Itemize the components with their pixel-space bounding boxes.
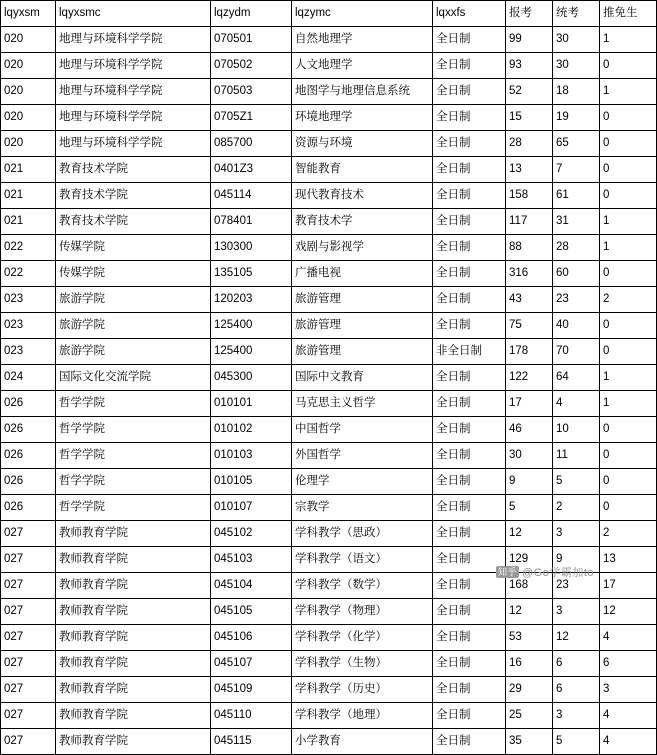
cell-tongkao: 30 bbox=[553, 27, 600, 53]
cell-lqyxsmc: 地理与环境科学学院 bbox=[56, 27, 211, 53]
cell-lqyxsmc: 哲学学院 bbox=[56, 417, 211, 443]
cell-lqzymc: 学科教学（地理） bbox=[292, 703, 433, 729]
cell-lqyxsmc: 传媒学院 bbox=[56, 235, 211, 261]
table-row bbox=[1, 417, 657, 443]
cell-lqzymc: 学科教学（物理） bbox=[292, 599, 433, 625]
cell-baokao: 99 bbox=[506, 27, 553, 53]
cell-lqyxsm: 021 bbox=[1, 209, 56, 235]
cell-tongkao: 11 bbox=[553, 443, 600, 469]
cell-lqxxfs: 全日制 bbox=[433, 183, 506, 209]
cell-lqzymc: 学科教学（数学） bbox=[292, 573, 433, 599]
cell-lqxxfs: 全日制 bbox=[433, 313, 506, 339]
cell-lqxxfs: 全日制 bbox=[433, 599, 506, 625]
cell-lqzydm: 070501 bbox=[211, 27, 292, 53]
cell-lqzymc: 现代教育技术 bbox=[292, 183, 433, 209]
cell-lqxxfs: 全日制 bbox=[433, 157, 506, 183]
cell-lqzymc: 资源与环境 bbox=[292, 131, 433, 157]
cell-lqyxsmc: 哲学学院 bbox=[56, 391, 211, 417]
cell-lqyxsmc: 旅游学院 bbox=[56, 287, 211, 313]
cell-tuimian: 4 bbox=[600, 729, 657, 755]
cell-lqxxfs: 全日制 bbox=[433, 547, 506, 573]
table-row bbox=[1, 313, 657, 339]
cell-tongkao: 30 bbox=[553, 53, 600, 79]
cell-lqxxfs: 非全日制 bbox=[433, 339, 506, 365]
cell-lqzydm: 045300 bbox=[211, 365, 292, 391]
cell-baokao: 5 bbox=[506, 495, 553, 521]
cell-tongkao: 7 bbox=[553, 157, 600, 183]
cell-lqzymc: 旅游管理 bbox=[292, 287, 433, 313]
cell-lqxxfs: 全日制 bbox=[433, 79, 506, 105]
cell-tongkao: 3 bbox=[553, 703, 600, 729]
table-header-row bbox=[1, 1, 657, 27]
cell-lqzydm: 045114 bbox=[211, 183, 292, 209]
cell-tongkao: 23 bbox=[553, 573, 600, 599]
cell-lqzymc: 中国哲学 bbox=[292, 417, 433, 443]
cell-baokao: 15 bbox=[506, 105, 553, 131]
table-row bbox=[1, 209, 657, 235]
cell-lqyxsmc: 教师教育学院 bbox=[56, 729, 211, 755]
table-row bbox=[1, 677, 657, 703]
cell-lqxxfs: 全日制 bbox=[433, 53, 506, 79]
cell-lqzydm: 045104 bbox=[211, 573, 292, 599]
cell-tongkao: 70 bbox=[553, 339, 600, 365]
zhihu-logo-icon: 知乎 bbox=[497, 567, 517, 577]
column-header-lqxxfs: lqxxfs bbox=[433, 1, 506, 27]
table-row bbox=[1, 469, 657, 495]
cell-lqzydm: 045107 bbox=[211, 651, 292, 677]
cell-lqzymc: 人文地理学 bbox=[292, 53, 433, 79]
cell-tuimian: 12 bbox=[600, 599, 657, 625]
cell-lqxxfs: 全日制 bbox=[433, 391, 506, 417]
cell-tuimian: 0 bbox=[600, 105, 657, 131]
cell-lqzydm: 078401 bbox=[211, 209, 292, 235]
cell-baokao: 43 bbox=[506, 287, 553, 313]
cell-tongkao: 64 bbox=[553, 365, 600, 391]
cell-lqxxfs: 全日制 bbox=[433, 287, 506, 313]
cell-lqzydm: 130300 bbox=[211, 235, 292, 261]
table-row bbox=[1, 443, 657, 469]
table-row bbox=[1, 79, 657, 105]
cell-tongkao: 10 bbox=[553, 417, 600, 443]
cell-baokao: 35 bbox=[506, 729, 553, 755]
cell-lqyxsm: 027 bbox=[1, 703, 56, 729]
cell-lqyxsm: 021 bbox=[1, 157, 56, 183]
cell-lqzydm: 045105 bbox=[211, 599, 292, 625]
cell-lqzymc: 学科教学（思政） bbox=[292, 521, 433, 547]
cell-tongkao: 3 bbox=[553, 521, 600, 547]
cell-lqyxsmc: 地理与环境科学学院 bbox=[56, 79, 211, 105]
cell-baokao: 12 bbox=[506, 599, 553, 625]
cell-lqzydm: 045106 bbox=[211, 625, 292, 651]
cell-tuimian: 0 bbox=[600, 157, 657, 183]
cell-lqzymc: 教育技术学 bbox=[292, 209, 433, 235]
cell-lqzydm: 120203 bbox=[211, 287, 292, 313]
cell-lqzydm: 045115 bbox=[211, 729, 292, 755]
cell-lqxxfs: 全日制 bbox=[433, 521, 506, 547]
cell-lqzydm: 070503 bbox=[211, 79, 292, 105]
cell-lqyxsm: 027 bbox=[1, 625, 56, 651]
cell-lqxxfs: 全日制 bbox=[433, 261, 506, 287]
cell-tongkao: 5 bbox=[553, 729, 600, 755]
cell-tuimian: 1 bbox=[600, 235, 657, 261]
cell-lqyxsmc: 传媒学院 bbox=[56, 261, 211, 287]
cell-lqxxfs: 全日制 bbox=[433, 677, 506, 703]
cell-lqyxsm: 027 bbox=[1, 651, 56, 677]
cell-lqyxsm: 021 bbox=[1, 183, 56, 209]
cell-tuimian: 0 bbox=[600, 443, 657, 469]
cell-lqyxsmc: 哲学学院 bbox=[56, 469, 211, 495]
column-header-tuimian: 推免生 bbox=[600, 1, 657, 27]
table-row bbox=[1, 157, 657, 183]
cell-lqyxsmc: 教育技术学院 bbox=[56, 157, 211, 183]
table-header bbox=[1, 1, 657, 27]
watermark-text: @Go学霸加to bbox=[521, 567, 594, 579]
cell-tuimian: 0 bbox=[600, 53, 657, 79]
cell-tuimian: 1 bbox=[600, 27, 657, 53]
cell-lqxxfs: 全日制 bbox=[433, 443, 506, 469]
cell-lqyxsm: 026 bbox=[1, 443, 56, 469]
cell-lqzydm: 045103 bbox=[211, 547, 292, 573]
cell-lqxxfs: 全日制 bbox=[433, 105, 506, 131]
cell-lqyxsmc: 旅游学院 bbox=[56, 339, 211, 365]
cell-tuimian: 2 bbox=[600, 521, 657, 547]
cell-baokao: 117 bbox=[506, 209, 553, 235]
cell-lqxxfs: 全日制 bbox=[433, 703, 506, 729]
cell-baokao: 25 bbox=[506, 703, 553, 729]
cell-lqyxsm: 020 bbox=[1, 131, 56, 157]
cell-lqyxsmc: 教师教育学院 bbox=[56, 547, 211, 573]
table-row bbox=[1, 53, 657, 79]
cell-tuimian: 0 bbox=[600, 261, 657, 287]
cell-tongkao: 18 bbox=[553, 79, 600, 105]
cell-lqzymc: 戏剧与影视学 bbox=[292, 235, 433, 261]
table-row bbox=[1, 235, 657, 261]
cell-lqzydm: 010105 bbox=[211, 469, 292, 495]
cell-lqzymc: 小学教育 bbox=[292, 729, 433, 755]
column-header-baokao: 报考 bbox=[506, 1, 553, 27]
cell-tuimian: 3 bbox=[600, 677, 657, 703]
cell-baokao: 122 bbox=[506, 365, 553, 391]
cell-tuimian: 4 bbox=[600, 625, 657, 651]
cell-lqxxfs: 全日制 bbox=[433, 651, 506, 677]
cell-baokao: 29 bbox=[506, 677, 553, 703]
column-header-lqyxsm: lqyxsm bbox=[1, 1, 56, 27]
cell-tongkao: 23 bbox=[553, 287, 600, 313]
table-row bbox=[1, 391, 657, 417]
cell-baokao: 16 bbox=[506, 651, 553, 677]
cell-lqyxsm: 022 bbox=[1, 235, 56, 261]
cell-lqxxfs: 全日制 bbox=[433, 625, 506, 651]
cell-lqzydm: 045110 bbox=[211, 703, 292, 729]
cell-lqzydm: 125400 bbox=[211, 313, 292, 339]
cell-lqyxsm: 022 bbox=[1, 261, 56, 287]
cell-tongkao: 31 bbox=[553, 209, 600, 235]
table-body bbox=[1, 27, 657, 755]
cell-lqyxsmc: 教师教育学院 bbox=[56, 703, 211, 729]
cell-lqzymc: 旅游管理 bbox=[292, 313, 433, 339]
cell-lqzymc: 广播电视 bbox=[292, 261, 433, 287]
cell-lqyxsmc: 教育技术学院 bbox=[56, 209, 211, 235]
cell-lqzymc: 智能教育 bbox=[292, 157, 433, 183]
cell-lqyxsm: 023 bbox=[1, 287, 56, 313]
cell-tuimian: 0 bbox=[600, 313, 657, 339]
cell-tuimian: 17 bbox=[600, 573, 657, 599]
cell-lqzydm: 125400 bbox=[211, 339, 292, 365]
table-row bbox=[1, 131, 657, 157]
cell-tongkao: 28 bbox=[553, 235, 600, 261]
column-header-lqzydm: lqzydm bbox=[211, 1, 292, 27]
cell-tuimian: 0 bbox=[600, 183, 657, 209]
cell-baokao: 93 bbox=[506, 53, 553, 79]
cell-lqxxfs: 全日制 bbox=[433, 27, 506, 53]
cell-lqyxsm: 026 bbox=[1, 469, 56, 495]
cell-lqyxsm: 026 bbox=[1, 391, 56, 417]
table-row bbox=[1, 183, 657, 209]
cell-tongkao: 6 bbox=[553, 651, 600, 677]
cell-lqzydm: 070502 bbox=[211, 53, 292, 79]
cell-baokao: 28 bbox=[506, 131, 553, 157]
cell-lqxxfs: 全日制 bbox=[433, 417, 506, 443]
cell-lqyxsmc: 教师教育学院 bbox=[56, 625, 211, 651]
cell-lqyxsmc: 哲学学院 bbox=[56, 495, 211, 521]
cell-lqxxfs: 全日制 bbox=[433, 365, 506, 391]
cell-lqxxfs: 全日制 bbox=[433, 495, 506, 521]
cell-tuimian: 1 bbox=[600, 79, 657, 105]
table-row bbox=[1, 495, 657, 521]
cell-lqyxsm: 027 bbox=[1, 547, 56, 573]
cell-lqzymc: 宗教学 bbox=[292, 495, 433, 521]
cell-baokao: 13 bbox=[506, 157, 553, 183]
cell-lqyxsm: 026 bbox=[1, 417, 56, 443]
cell-lqyxsmc: 教师教育学院 bbox=[56, 677, 211, 703]
cell-lqzymc: 环境地理学 bbox=[292, 105, 433, 131]
cell-baokao: 9 bbox=[506, 469, 553, 495]
column-header-tongkao: 统考 bbox=[553, 1, 600, 27]
cell-lqxxfs: 全日制 bbox=[433, 573, 506, 599]
cell-lqxxfs: 全日制 bbox=[433, 235, 506, 261]
cell-lqyxsmc: 旅游学院 bbox=[56, 313, 211, 339]
table-row bbox=[1, 651, 657, 677]
cell-lqyxsm: 027 bbox=[1, 729, 56, 755]
table-row bbox=[1, 105, 657, 131]
cell-lqzymc: 国际中文教育 bbox=[292, 365, 433, 391]
cell-lqyxsmc: 地理与环境科学学院 bbox=[56, 53, 211, 79]
cell-tuimian: 4 bbox=[600, 703, 657, 729]
cell-lqyxsm: 026 bbox=[1, 495, 56, 521]
cell-baokao: 17 bbox=[506, 391, 553, 417]
cell-lqzydm: 045109 bbox=[211, 677, 292, 703]
cell-baokao: 46 bbox=[506, 417, 553, 443]
cell-lqzydm: 135105 bbox=[211, 261, 292, 287]
cell-lqyxsmc: 教师教育学院 bbox=[56, 521, 211, 547]
cell-lqyxsmc: 教师教育学院 bbox=[56, 599, 211, 625]
cell-tongkao: 40 bbox=[553, 313, 600, 339]
cell-lqyxsmc: 哲学学院 bbox=[56, 443, 211, 469]
cell-lqyxsmc: 地理与环境科学学院 bbox=[56, 105, 211, 131]
cell-tuimian: 6 bbox=[600, 651, 657, 677]
cell-tuimian: 1 bbox=[600, 391, 657, 417]
cell-baokao: 178 bbox=[506, 339, 553, 365]
cell-baokao: 75 bbox=[506, 313, 553, 339]
table-row bbox=[1, 521, 657, 547]
cell-tongkao: 9 bbox=[553, 547, 600, 573]
cell-tuimian: 0 bbox=[600, 417, 657, 443]
cell-tongkao: 60 bbox=[553, 261, 600, 287]
cell-tongkao: 2 bbox=[553, 495, 600, 521]
cell-baokao: 168 bbox=[506, 573, 553, 599]
cell-tongkao: 3 bbox=[553, 599, 600, 625]
cell-lqxxfs: 全日制 bbox=[433, 729, 506, 755]
cell-lqyxsm: 020 bbox=[1, 105, 56, 131]
cell-lqyxsmc: 地理与环境科学学院 bbox=[56, 131, 211, 157]
cell-lqzymc: 学科教学（生物） bbox=[292, 651, 433, 677]
cell-tuimian: 0 bbox=[600, 495, 657, 521]
cell-lqzymc: 学科教学（化学） bbox=[292, 625, 433, 651]
cell-lqyxsm: 020 bbox=[1, 53, 56, 79]
cell-lqzydm: 010101 bbox=[211, 391, 292, 417]
table-row bbox=[1, 287, 657, 313]
cell-tuimian: 2 bbox=[600, 287, 657, 313]
cell-baokao: 53 bbox=[506, 625, 553, 651]
cell-baokao: 12 bbox=[506, 521, 553, 547]
cell-lqyxsm: 023 bbox=[1, 339, 56, 365]
cell-baokao: 158 bbox=[506, 183, 553, 209]
cell-lqzydm: 010103 bbox=[211, 443, 292, 469]
table-row bbox=[1, 339, 657, 365]
cell-lqyxsm: 027 bbox=[1, 573, 56, 599]
cell-tongkao: 12 bbox=[553, 625, 600, 651]
cell-lqyxsm: 027 bbox=[1, 599, 56, 625]
table-row bbox=[1, 599, 657, 625]
cell-lqzymc: 自然地理学 bbox=[292, 27, 433, 53]
cell-tongkao: 65 bbox=[553, 131, 600, 157]
cell-lqyxsmc: 教师教育学院 bbox=[56, 651, 211, 677]
cell-lqyxsmc: 教育技术学院 bbox=[56, 183, 211, 209]
cell-lqyxsm: 023 bbox=[1, 313, 56, 339]
cell-lqyxsmc: 国际文化交流学院 bbox=[56, 365, 211, 391]
cell-tuimian: 0 bbox=[600, 469, 657, 495]
cell-lqzydm: 0705Z1 bbox=[211, 105, 292, 131]
cell-lqxxfs: 全日制 bbox=[433, 209, 506, 235]
watermark bbox=[496, 564, 594, 580]
cell-lqzydm: 010102 bbox=[211, 417, 292, 443]
cell-tuimian: 13 bbox=[600, 547, 657, 573]
column-header-lqyxsmc: lqyxsmc bbox=[56, 1, 211, 27]
cell-lqyxsm: 020 bbox=[1, 79, 56, 105]
cell-lqzymc: 马克思主义哲学 bbox=[292, 391, 433, 417]
cell-baokao: 129 bbox=[506, 547, 553, 573]
cell-tongkao: 6 bbox=[553, 677, 600, 703]
cell-tongkao: 5 bbox=[553, 469, 600, 495]
cell-tongkao: 61 bbox=[553, 183, 600, 209]
cell-baokao: 52 bbox=[506, 79, 553, 105]
cell-lqyxsm: 027 bbox=[1, 521, 56, 547]
table-row bbox=[1, 27, 657, 53]
table-row bbox=[1, 703, 657, 729]
cell-lqzydm: 085700 bbox=[211, 131, 292, 157]
cell-lqzydm: 0401Z3 bbox=[211, 157, 292, 183]
cell-lqyxsmc: 教师教育学院 bbox=[56, 573, 211, 599]
cell-lqzymc: 伦理学 bbox=[292, 469, 433, 495]
cell-lqxxfs: 全日制 bbox=[433, 469, 506, 495]
cell-baokao: 88 bbox=[506, 235, 553, 261]
cell-tuimian: 1 bbox=[600, 365, 657, 391]
cell-lqyxsm: 027 bbox=[1, 677, 56, 703]
cell-lqzydm: 010107 bbox=[211, 495, 292, 521]
cell-tongkao: 19 bbox=[553, 105, 600, 131]
cell-baokao: 316 bbox=[506, 261, 553, 287]
table-row bbox=[1, 261, 657, 287]
cell-lqzymc: 地图学与地理信息系统 bbox=[292, 79, 433, 105]
cell-lqzydm: 045102 bbox=[211, 521, 292, 547]
cell-tuimian: 0 bbox=[600, 131, 657, 157]
cell-tongkao: 4 bbox=[553, 391, 600, 417]
cell-lqzymc: 外国哲学 bbox=[292, 443, 433, 469]
table-row bbox=[1, 729, 657, 755]
column-header-lqzymc: lqzymc bbox=[292, 1, 433, 27]
cell-baokao: 30 bbox=[506, 443, 553, 469]
cell-lqzymc: 学科教学（语文） bbox=[292, 547, 433, 573]
cell-tuimian: 0 bbox=[600, 339, 657, 365]
cell-lqyxsm: 024 bbox=[1, 365, 56, 391]
cell-lqxxfs: 全日制 bbox=[433, 131, 506, 157]
cell-lqyxsm: 020 bbox=[1, 27, 56, 53]
cell-lqzymc: 学科教学（历史） bbox=[292, 677, 433, 703]
table-row bbox=[1, 625, 657, 651]
table-row bbox=[1, 365, 657, 391]
cell-lqzymc: 旅游管理 bbox=[292, 339, 433, 365]
cell-tuimian: 1 bbox=[600, 209, 657, 235]
